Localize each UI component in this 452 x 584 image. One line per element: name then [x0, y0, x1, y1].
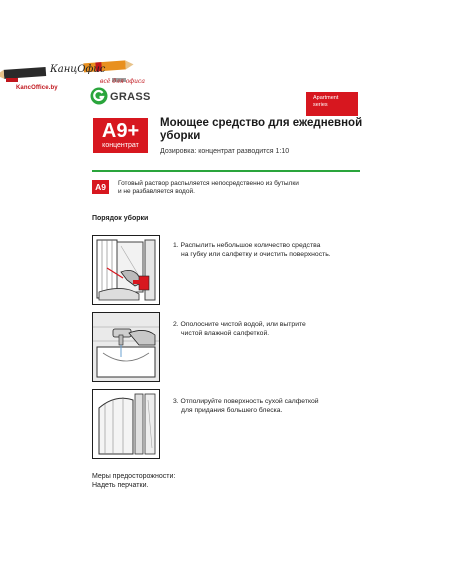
series-badge-line1: Apartment — [313, 95, 339, 101]
divider — [92, 170, 360, 172]
step-1-line1: 1. Распылить небольшое количество средства — [173, 242, 321, 249]
concentrate-label: концентрат — [102, 142, 139, 149]
step-3-line2: для придания большего блеска. — [181, 407, 283, 414]
variant-description-line2: и не разбавляется водой. — [118, 188, 195, 195]
series-badge-line2: series — [313, 101, 328, 108]
step-3-illustration — [92, 389, 160, 459]
grass-logo-icon — [90, 87, 108, 110]
step-2-line1: 2. Ополосните чистой водой, или вытрите — [173, 321, 306, 328]
procedure-heading: Порядок уборки — [92, 215, 149, 222]
product-code-badge — [93, 118, 148, 153]
variant-code-badge: A9 — [92, 180, 109, 194]
precautions-text: Надеть перчатки. — [92, 482, 149, 489]
variant-description — [118, 180, 358, 196]
product-code: A9+ — [101, 120, 140, 142]
precautions-heading: Меры предосторожности: — [92, 473, 176, 480]
shop-name: КанцОфис — [50, 64, 106, 75]
step-2-illustration — [92, 312, 160, 382]
shop-domain: KancOffice.by — [16, 85, 58, 91]
step-1-illustration — [92, 235, 160, 305]
step-2-text — [173, 320, 363, 338]
precautions — [92, 472, 175, 490]
step-1-text — [173, 241, 363, 259]
variant-description-line1: Готовый раствор распыляется непосредственно из бутылки — [118, 180, 299, 187]
product-title: Моющее средство для ежедневной уборки — [160, 117, 363, 142]
step-2-line2: чистой влажной салфеткой. — [181, 330, 270, 337]
step-1-line2: на губку или салфетку и очистить поверхность. — [181, 251, 331, 258]
series-badge — [306, 92, 358, 116]
step-3-text — [173, 397, 363, 415]
step-3-line1: 3. Отполируйте поверхность сухой салфеткой — [173, 398, 319, 405]
brand-name: GRASS — [110, 91, 151, 103]
dosage-text: Дозировка: концентрат разводится 1:10 — [160, 148, 290, 155]
shop-tagline: всё для офиса — [100, 78, 145, 85]
